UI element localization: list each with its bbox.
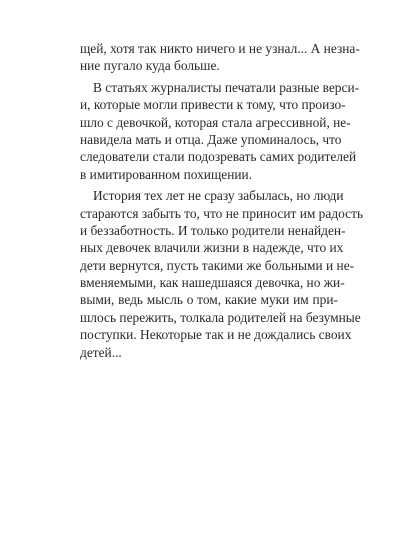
text-line: поступки. Некоторые так и не дождались своих [80, 327, 352, 343]
text-line: выми, ведь мысль о том, какие муки им при- [80, 292, 338, 308]
paragraph-3 [80, 187, 364, 361]
text-line: дети вернутся, пусть такими же больными и не- [80, 257, 355, 273]
text-line: ние пугало куда больше. [80, 58, 220, 74]
text-line: следователи стали подозревать самих родителей [80, 149, 357, 165]
body-text [80, 40, 364, 361]
text-line: и беззаботность. И только родители ненайден- [80, 222, 346, 238]
paragraph-1 [80, 40, 360, 75]
text-line: В статьях журналисты печатали разные верси- [93, 79, 360, 95]
text-line: вменяемыми, как нашедшаяся девочка, но жи- [80, 275, 345, 291]
paragraph-2 [80, 79, 360, 183]
text-line: и, которые могли привести к тому, что произо- [80, 97, 346, 113]
text-line: История тех лет не сразу забылась, но люди [93, 188, 344, 204]
text-line: шло с девочкой, которая стала агрессивной, не- [80, 114, 351, 130]
text-line: шлось пережить, толкала родителей на безумные [80, 309, 361, 325]
text-line: щей, хотя так никто ничего и не узнал... А незна- [80, 41, 360, 56]
text-line: стараются забыть то, что не приносит им радость [80, 205, 364, 221]
text-line: навидела мать и отца. Даже упоминалось, что [80, 131, 342, 147]
text-line: в имитированном похищении. [80, 166, 253, 182]
text-line: детей... [80, 344, 122, 360]
text-line: ных девочек влачили жизни в надежде, что их [80, 240, 344, 256]
